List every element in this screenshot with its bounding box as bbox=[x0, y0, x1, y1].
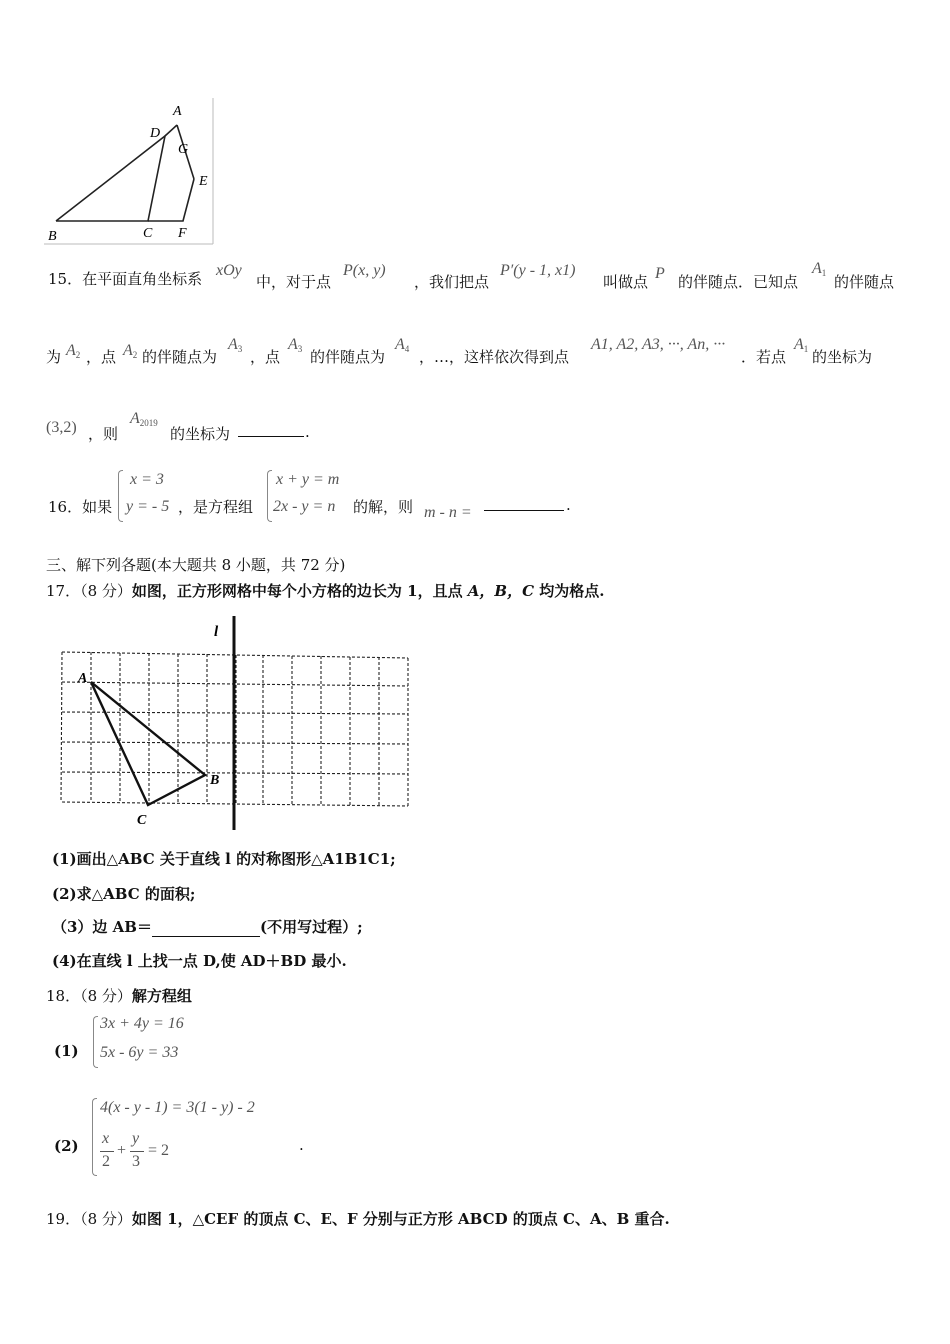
q17-part3: （3）边 AB＝ (不用写过程）; bbox=[52, 918, 363, 936]
q15-sequence: A1, A2, A3, ···, An, ··· bbox=[591, 336, 726, 353]
q15-point-p: P(x, y) bbox=[343, 262, 386, 279]
grid-figure bbox=[50, 610, 420, 835]
point-c-label: C bbox=[137, 813, 147, 828]
q18-sys1-eq2: 5x - 6y = 33 bbox=[100, 1044, 179, 1061]
q17-part4: (4)在直线 l 上找一点 D,使 AD＋BD 最小. bbox=[52, 952, 347, 970]
label-g: G bbox=[178, 142, 189, 157]
point-b-label: B bbox=[210, 773, 220, 788]
label-d: D bbox=[150, 126, 161, 141]
triangle-figure bbox=[40, 96, 220, 248]
label-c: C bbox=[143, 226, 153, 241]
q18-sys2-eq1: 4(x - y - 1) = 3(1 - y) - 2 bbox=[100, 1099, 255, 1116]
label-b: B bbox=[48, 229, 57, 244]
q18-sys1-eq1: 3x + 4y = 16 bbox=[100, 1015, 184, 1032]
q17-part1: (1)画出△ABC 关于直线 l 的对称图形△A1B1C1; bbox=[52, 850, 396, 868]
q18-stem: 18．（8 分）解方程组 bbox=[46, 987, 192, 1005]
q15-xoy: xOy bbox=[216, 262, 242, 279]
q15-coord: (3,2) bbox=[46, 419, 77, 436]
label-f: F bbox=[178, 226, 187, 241]
q15-a1: $A_1$ bbox=[812, 260, 827, 278]
q19-stem: 19．（8 分）如图 1，△CEF 的顶点 C、E、F 分别与正方形 ABCD 的顶点 C、A、B 重合. bbox=[46, 1210, 670, 1228]
q15-point-p-prime: P′(y - 1, x1) bbox=[500, 262, 576, 279]
q16-number: 16．如果 bbox=[48, 498, 113, 516]
section-title: 三、解下列各题(本大题共 8 小题，共 72 分) bbox=[46, 556, 346, 574]
q16-answer-blank[interactable] bbox=[484, 496, 564, 511]
q15-line1: 15．在平面直角坐标系 bbox=[48, 270, 203, 288]
q17-part2: (2)求△ABC 的面积; bbox=[52, 885, 196, 903]
q17-ab-blank[interactable] bbox=[152, 922, 260, 937]
line-l-label: l bbox=[214, 624, 219, 640]
q18-sys2-eq2: x 2 + y 3 = 2 bbox=[102, 1130, 170, 1170]
point-a-label: A bbox=[78, 671, 88, 686]
label-e: E bbox=[199, 174, 208, 189]
q15-a2019: $A_{2019}$ bbox=[130, 410, 158, 428]
q17-stem: 17．（8 分）如图，正方形网格中每个小方格的边长为 1，且点 A，B，C 均为格点. bbox=[46, 582, 605, 600]
q15-answer-blank[interactable] bbox=[238, 422, 304, 437]
label-a: A bbox=[173, 104, 182, 119]
